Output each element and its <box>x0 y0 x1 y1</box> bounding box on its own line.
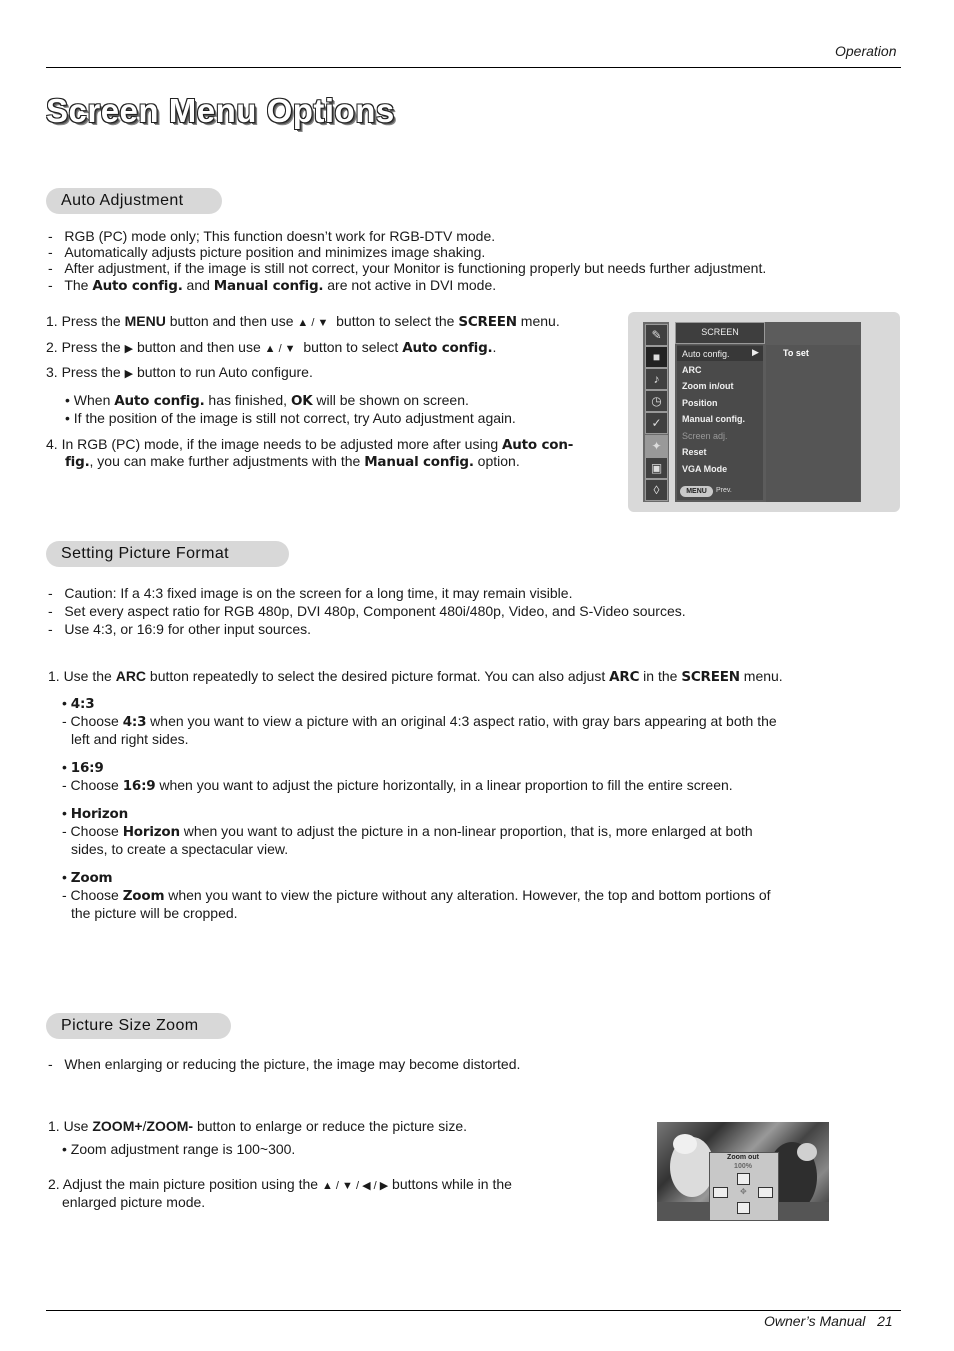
option-horizon-desc-cont: sides, to create a spectacular view. <box>71 841 289 857</box>
option-4-3-desc: - Choose 4:3 when you want to view a picture with an original 4:3 aspect ratio, with gray bars appearing at both the <box>62 713 777 730</box>
osd-item-auto-config[interactable]: Auto config. <box>682 349 730 359</box>
osd-item-reset[interactable]: Reset <box>682 447 707 457</box>
option-zoom-desc: - Choose Zoom when you want to view the picture without any alteration. However, the top and bottom portions of <box>62 887 771 904</box>
auto-note-1: - RGB (PC) mode only; This function doesn’t work for RGB-DTV mode. <box>48 228 496 244</box>
page-title: Screen Menu Options <box>46 92 395 129</box>
screen-icon: ■ <box>645 346 668 368</box>
auto-step-4: 4. In RGB (PC) mode, if the image needs to be adjusted more after using Auto con- <box>46 436 574 453</box>
picture-format-heading: Setting Picture Format <box>46 541 289 567</box>
osd-item-zoom[interactable]: Zoom in/out <box>682 381 734 391</box>
lock-icon: ◊ <box>645 479 668 501</box>
zoom-center-arrows-icon: ✥ <box>740 1187 747 1196</box>
zoom-right-icon[interactable] <box>758 1187 773 1198</box>
format-step-1: 1. Use the ARC button repeatedly to select the desired picture format. You can also adjust ARC in the SCREEN menu. <box>48 668 783 685</box>
osd-item-screen-adj[interactable]: Screen adj. <box>682 431 728 441</box>
option-zoom-title: • Zoom <box>62 869 113 886</box>
zoom-note: - When enlarging or reducing the picture, the image may become distorted. <box>48 1056 521 1072</box>
footer-rule <box>46 1310 901 1311</box>
option-4-3-desc-cont: left and right sides. <box>71 731 189 747</box>
auto-adjustment-heading: Auto Adjustment <box>46 188 222 214</box>
sound-icon: ♪ <box>645 368 668 390</box>
format-note-3: - Use 4:3, or 16:9 for other input sources. <box>48 621 312 637</box>
picture-size-zoom-heading: Picture Size Zoom <box>46 1013 231 1039</box>
zoom-up-icon[interactable] <box>737 1173 750 1185</box>
osd-menu-button[interactable]: MENU <box>680 486 713 497</box>
auto-step-4-cont: fig., you can make further adjustments with the Manual config. option. <box>65 453 520 470</box>
pip-icon: ▣ <box>645 457 668 479</box>
auto-bullet-2: • If the position of the image is still not correct, try Auto adjustment again. <box>65 410 516 426</box>
zoom-left-icon[interactable] <box>713 1187 728 1198</box>
special-icon: ✓ <box>645 412 668 434</box>
option-16-9-title: • 16:9 <box>62 759 104 776</box>
setup-icon: ✦ <box>645 435 668 457</box>
format-note-2: - Set every aspect ratio for RGB 480p, DVI 480p, Component 480i/480p, Video, and S-Video sources. <box>48 603 686 619</box>
option-16-9-desc: - Choose 16:9 when you want to adjust the picture horizontally, in a linear proportion to fill the entire screen. <box>62 777 733 794</box>
auto-step-3: 3. Press the ▶ button to run Auto configure. <box>46 364 313 380</box>
option-horizon-desc: - Choose Horizon when you want to adjust the picture in a non-linear proportion, that is, more enlarged at both <box>62 823 753 840</box>
osd-submenu <box>766 345 860 502</box>
option-4-3-title: • 4:3 <box>62 695 95 712</box>
osd-item-vga-mode[interactable]: VGA Mode <box>682 464 728 474</box>
picture-icon: ✎ <box>645 324 668 346</box>
osd-item-position[interactable]: Position <box>682 398 718 408</box>
osd-item-arc[interactable]: ARC <box>682 365 702 375</box>
osd-item-manual-config[interactable]: Manual config. <box>682 414 745 424</box>
header-rule <box>46 67 901 68</box>
osd-to-set: To set <box>783 348 809 358</box>
auto-note-2: - Automatically adjusts picture position and minimizes image shaking. <box>48 244 486 260</box>
zoom-osd-value: 100% <box>734 1163 752 1170</box>
auto-note-4: - The Auto config. and Manual config. are not active in DVI mode. <box>48 277 497 294</box>
format-note-1: - Caution: If a 4:3 fixed image is on the screen for a long time, it may remain visible. <box>48 585 573 601</box>
zoom-step-1: 1. Use ZOOM+/ZOOM- button to enlarge or reduce the picture size. <box>48 1118 468 1134</box>
option-zoom-desc-cont: the picture will be cropped. <box>71 905 238 921</box>
option-horizon-title: • Horizon <box>62 805 128 822</box>
zoom-down-icon[interactable] <box>737 1202 750 1214</box>
auto-bullet-1: • When Auto config. has finished, OK will be shown on screen. <box>65 392 469 409</box>
auto-step-2: 2. Press the ▶ button and then use ▲ / ▼ button to select Auto config.. <box>46 339 497 356</box>
zoom-step-2-cont: enlarged picture mode. <box>62 1194 206 1210</box>
osd-arrow-icon: ▶ <box>752 347 759 357</box>
page-number: 21 <box>877 1313 893 1329</box>
zoom-bullet: • Zoom adjustment range is 100~300. <box>62 1141 296 1157</box>
zoom-step-2: 2. Adjust the main picture position using the ▲ / ▼ / ◀ / ▶ buttons while in the <box>48 1176 512 1192</box>
section-label: Operation <box>835 43 897 59</box>
osd-header: SCREEN <box>675 322 765 344</box>
auto-step-1: 1. Press the MENU button and then use ▲ / ▼ button to select the SCREEN menu. <box>46 313 560 330</box>
footer-label: Owner’s Manual 21 <box>764 1313 893 1329</box>
osd-prev-label: Prev. <box>716 487 732 494</box>
zoom-osd-title: Zoom out <box>727 1154 759 1161</box>
auto-note-3: - After adjustment, if the image is still not correct, your Monitor is functioning properly but needs further adjustment. <box>48 260 767 276</box>
time-icon: ◷ <box>645 390 668 412</box>
